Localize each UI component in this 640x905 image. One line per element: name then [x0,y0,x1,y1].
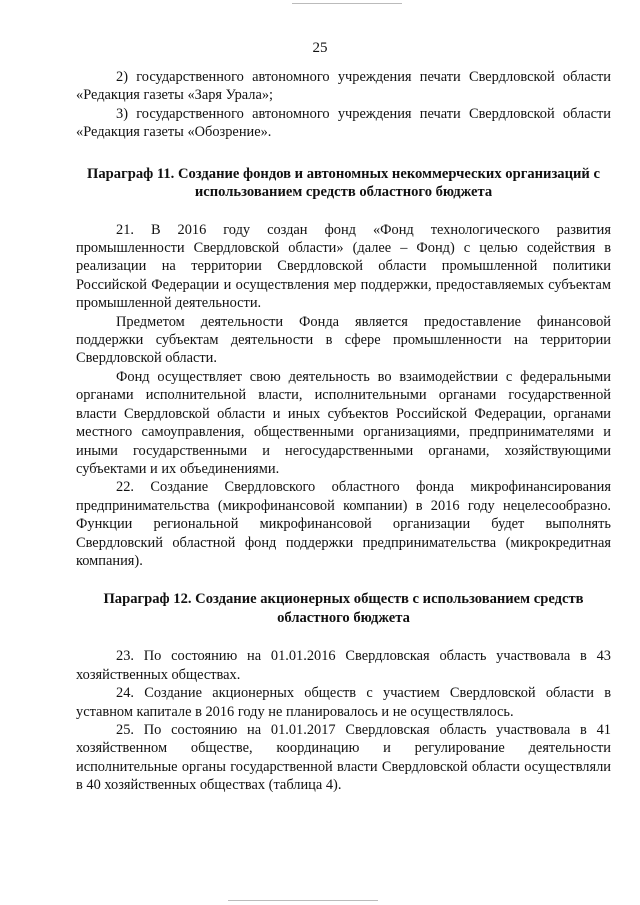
paragraph-25: 25. По состоянию на 01.01.2017 Свердловская область участвовала в 41 хозяйственном обществе, координацию и регулирование деятельности исполнительные органы государственной власти Свердловской области осуществляли в 40 хозяйственных обществах (таблица 4). [76,721,611,794]
paragraph-22: 22. Создание Свердловского областного фонда микрофинансирования предпринимательства (микрофинансовой компании) в 2016 году нецелесообразно. Функции региональной микрофинансовой организации будет выполнять Свердловский областной фонд поддержки предпринимательства (микрокредитная компания). [76,479,611,569]
intro-item-3: 3) государственного автономного учреждения печати Свердловской области «Редакция газеты «Обозрение». [76,105,611,141]
fund-subject-paragraph: Предметом деятельности Фонда является предоставление финансовой поддержки субъектам деятельности в сфере промышленности на территории Свердловской области. [76,313,611,367]
intro-item-2: 2) государственного автономного учреждения печати Свердловской области «Редакция газеты «Заря Урала»; [76,69,611,104]
section-12-heading: Параграф 12. Создание акционерных обществ с использованием средств областного бюджета [103,591,584,626]
document-body [76,68,611,795]
paragraph-24: 24. Создание акционерных обществ с участием Свердловской области в уставном капитале в 2016 году не планировалось и не осуществлялось. [76,685,611,720]
scan-artifact-bottom-line [228,900,378,901]
page-number: 25 [312,40,328,56]
paragraph-23: 23. По состоянию на 01.01.2016 Свердловская область участвовала в 43 хозяйственных обществах. [76,648,611,683]
paragraph-21: 21. В 2016 году создан фонд «Фонд технологического развития промышленности Свердловской области» (далее – Фонд) с целью содействия в реализации на территории Свердловской области промышленной политики Российской Федерации и осуществления мер поддержки, предоставляемых субъектам промышленной деятельности. [76,221,611,312]
section-11-heading: Параграф 11. Создание фондов и автономных некоммерческих организаций с использованием средств областного бюджета [87,165,600,201]
scan-artifact-top-line [292,3,402,4]
fund-interaction-paragraph: Фонд осуществляет свою деятельность во взаимодействии с федеральными органами исполнительной власти, исполнительными органами государственной власти Свердловской области и иных субъектов Российской Федерации, органами местного самоуправления, общественными организациями, предпринимателями и иными государственными и негосударственными органами, хозяйствующими субъектами и их объединениями. [76,368,611,477]
